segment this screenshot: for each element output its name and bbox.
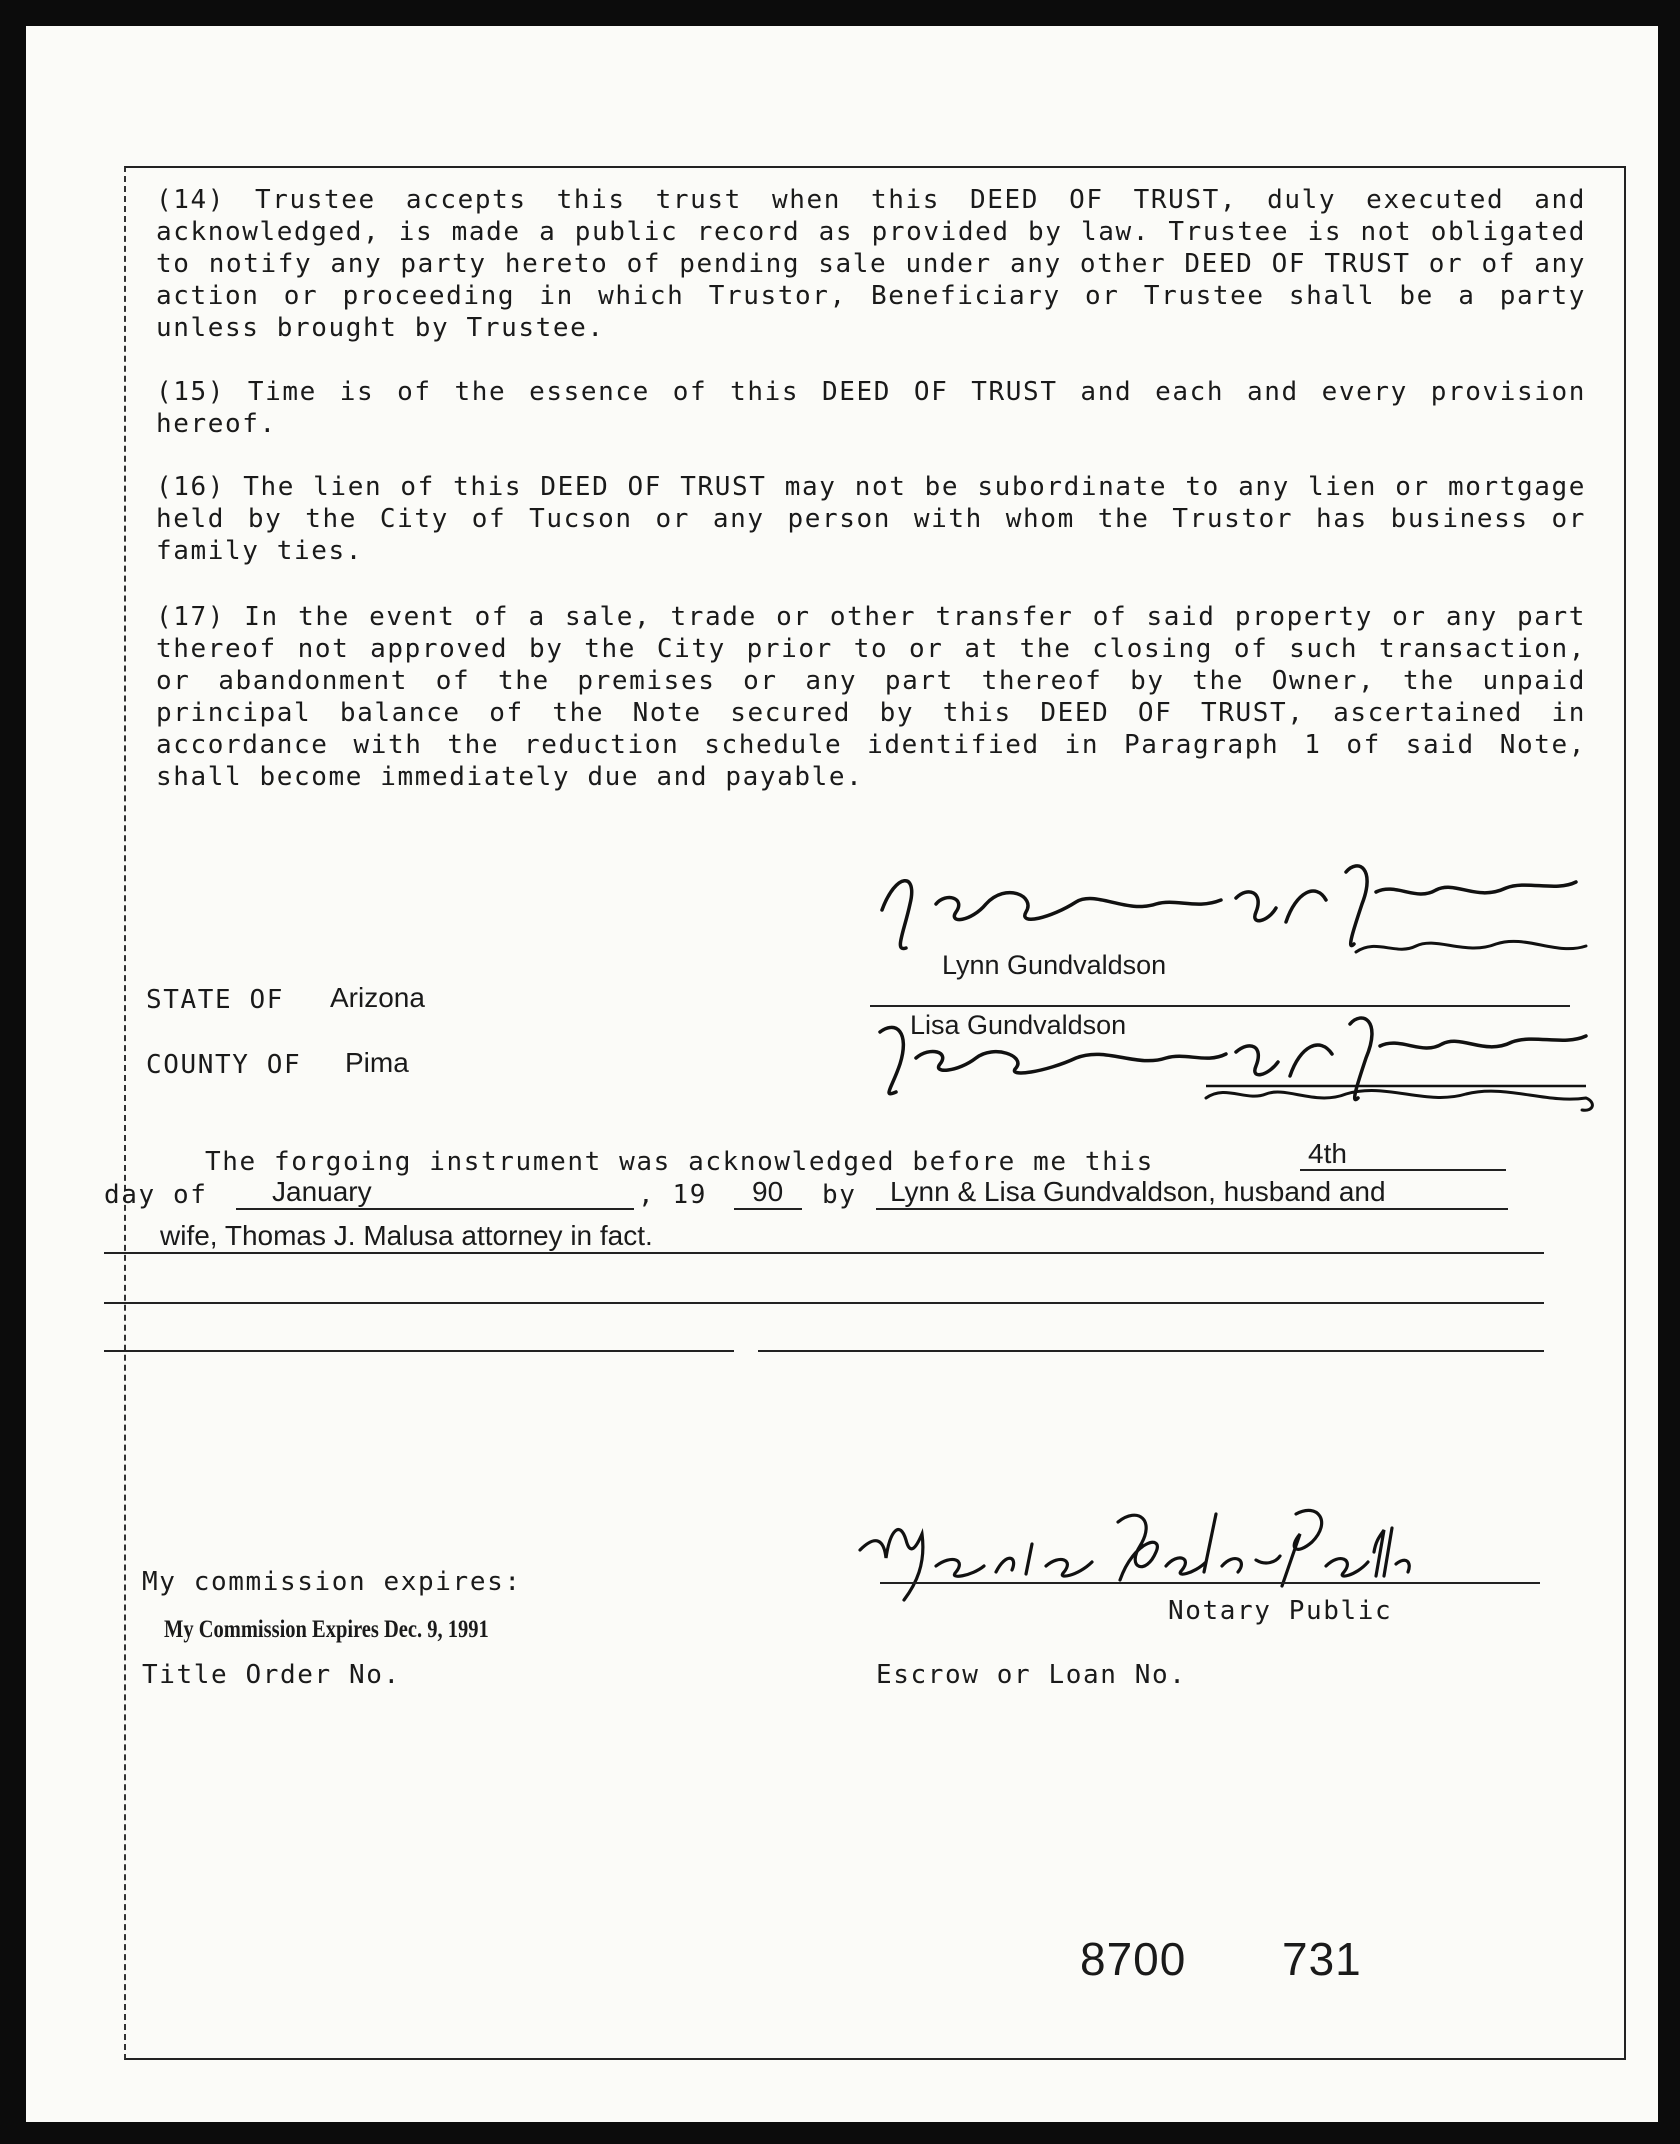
commission-label: My commission expires: (142, 1567, 522, 1597)
year-line (734, 1208, 802, 1210)
title-order-label: Title Order No. (142, 1660, 401, 1690)
acknowledgment-parties-1: Lynn & Lisa Gundvaldson, husband and (890, 1176, 1386, 1207)
acknowledgment-intro: The forgoing instrument was acknowledged before me this (205, 1147, 1154, 1177)
escrow-label: Escrow or Loan No. (876, 1660, 1187, 1690)
by-label: by (822, 1180, 857, 1210)
acknowledgment-parties-2: wife, Thomas J. Malusa attorney in fact. (160, 1220, 653, 1251)
day-line (1300, 1169, 1506, 1171)
document-number-b: 731 (1282, 1933, 1362, 1985)
second-signatory-name: Lisa Gundvaldson (910, 1010, 1127, 1040)
notary-signature-line (880, 1582, 1540, 1584)
state-value: Arizona (330, 982, 425, 1013)
notary-title: Notary Public (1168, 1596, 1393, 1626)
document-number-a: 8700 (1080, 1933, 1187, 1985)
state-label: STATE OF (146, 985, 285, 1015)
acknowledgment-month: January (272, 1176, 372, 1207)
month-line (236, 1208, 634, 1210)
county-label: COUNTY OF (146, 1050, 302, 1080)
blank-line-2b (758, 1350, 1544, 1352)
blank-line-1 (104, 1302, 1544, 1304)
paragraph-14: (14) Trustee accepts this trust when this DEED OF TRUST, duly executed and acknowledged, is made a public record as provided by law. Trustee is not obligated to notify any party hereto of pending sale under any other DEED OF TRUST or of any action or proceeding in which Trustor, Beneficiary or Trustee shall be a party unless brought by Trustee. (156, 185, 1586, 343)
commission-stamp: My Commission Expires Dec. 9, 1991 (164, 1616, 489, 1643)
acknowledgment-year: 90 (752, 1176, 784, 1207)
notary-signature (856, 1500, 1416, 1610)
day-of-label: day of (104, 1180, 208, 1210)
parties-line-2 (104, 1252, 1544, 1254)
paragraph-15: (15) Time is of the essence of this DEED OF TRUST and each and every provision hereof. (156, 377, 1586, 439)
parties-line-1 (876, 1208, 1508, 1210)
acknowledgment-day: 4th (1308, 1138, 1347, 1169)
year-prefix: , 19 (638, 1180, 708, 1210)
county-value: Pima (345, 1047, 409, 1078)
blank-line-2a (104, 1350, 734, 1352)
paragraph-17: (17) In the event of a sale, trade or other transfer of said property or any part thereof not approved by the City prior to or at the closing of such transaction, or abandonment of the premises or any part thereof by the Owner, the unpaid principal balance of the Note secured by this DEED OF TRUST, ascertained in accordance with the reduction schedule identified in Paragraph 1 of said Note, shall become immediately due and payable. (156, 602, 1586, 792)
paragraph-16: (16) The lien of this DEED OF TRUST may not be subordinate to any lien or mortgage held by the City of Tucson or any person with whom the Trustor has business or family ties. (156, 472, 1586, 566)
first-signatory-name: Lynn Gundvaldson (942, 950, 1167, 980)
